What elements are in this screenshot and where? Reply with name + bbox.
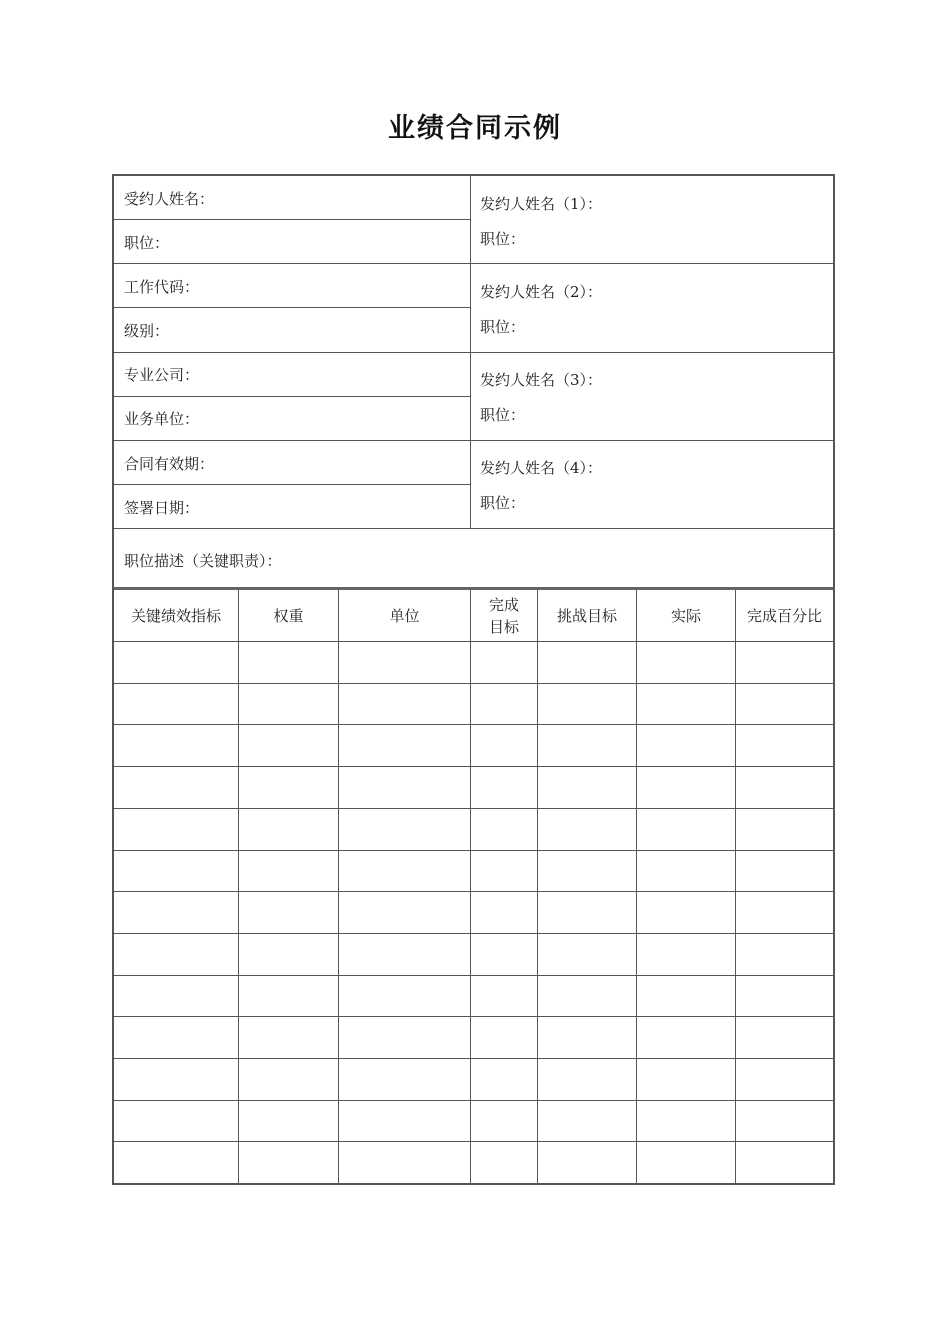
table-cell[interactable] bbox=[115, 809, 238, 849]
table-cell[interactable] bbox=[638, 851, 735, 891]
table-cell[interactable] bbox=[472, 725, 537, 765]
table-cell[interactable] bbox=[472, 892, 537, 932]
table-cell[interactable] bbox=[638, 934, 735, 974]
table-cell[interactable] bbox=[638, 1142, 735, 1182]
table-cell[interactable] bbox=[638, 809, 735, 849]
table-cell[interactable] bbox=[737, 642, 833, 682]
table-cell[interactable] bbox=[115, 851, 238, 891]
table-cell[interactable] bbox=[240, 892, 338, 932]
table-cell[interactable] bbox=[240, 767, 338, 807]
table-cell[interactable] bbox=[240, 1017, 338, 1057]
table-cell[interactable] bbox=[472, 1142, 537, 1182]
contract-period-label: 合同有效期： bbox=[124, 455, 215, 473]
table-cell[interactable] bbox=[638, 725, 735, 765]
table-cell[interactable] bbox=[472, 934, 537, 974]
kpi-header-challenge: 挑战目标 bbox=[556, 606, 617, 625]
contract-form bbox=[112, 174, 835, 1185]
kpi-header-indicator: 关键绩效指标 bbox=[130, 606, 221, 625]
table-cell[interactable] bbox=[539, 767, 636, 807]
table-cell[interactable] bbox=[539, 809, 636, 849]
table-cell[interactable] bbox=[737, 1059, 833, 1099]
table-cell[interactable] bbox=[472, 851, 537, 891]
table-cell[interactable] bbox=[638, 1101, 735, 1141]
kpi-header-weight: 权重 bbox=[273, 606, 304, 625]
table-cell[interactable] bbox=[737, 809, 833, 849]
table-cell[interactable] bbox=[240, 1101, 338, 1141]
table-cell[interactable] bbox=[115, 642, 238, 682]
recipient-name-label: 受约人姓名： bbox=[124, 190, 215, 208]
table-cell[interactable] bbox=[539, 684, 636, 724]
table-cell[interactable] bbox=[340, 725, 470, 765]
issuer-position-label-1: 职位： bbox=[480, 230, 526, 248]
issuer-name-label-4: 发约人姓名（4）： bbox=[480, 459, 603, 477]
table-cell[interactable] bbox=[539, 725, 636, 765]
table-cell[interactable] bbox=[240, 684, 338, 724]
table-cell[interactable] bbox=[115, 1142, 238, 1182]
table-cell[interactable] bbox=[472, 642, 537, 682]
table-cell[interactable] bbox=[240, 809, 338, 849]
issuer-position-label-2: 职位： bbox=[480, 318, 526, 336]
table-cell[interactable] bbox=[472, 1059, 537, 1099]
table-cell[interactable] bbox=[539, 1101, 636, 1141]
table-cell[interactable] bbox=[737, 934, 833, 974]
table-cell[interactable] bbox=[472, 684, 537, 724]
issuer-position-label-4: 职位： bbox=[480, 494, 526, 512]
issuer-name-label-1: 发约人姓名（1）： bbox=[480, 195, 603, 213]
table-cell[interactable] bbox=[737, 725, 833, 765]
table-cell[interactable] bbox=[340, 684, 470, 724]
table-cell[interactable] bbox=[638, 684, 735, 724]
table-cell[interactable] bbox=[340, 1101, 470, 1141]
table-cell[interactable] bbox=[115, 976, 238, 1016]
kpi-header-unit: 单位 bbox=[389, 606, 420, 625]
table-cell[interactable] bbox=[115, 1059, 238, 1099]
recipient-position-label: 职位： bbox=[124, 234, 170, 252]
table-cell[interactable] bbox=[240, 851, 338, 891]
table-cell[interactable] bbox=[115, 684, 238, 724]
table-cell[interactable] bbox=[340, 767, 470, 807]
table-cell[interactable] bbox=[539, 892, 636, 932]
table-cell[interactable] bbox=[340, 1142, 470, 1182]
table-cell[interactable] bbox=[340, 892, 470, 932]
kpi-header-target: 完成 目标 bbox=[488, 595, 519, 636]
table-cell[interactable] bbox=[638, 976, 735, 1016]
document-title: 业绩合同示例 bbox=[388, 113, 562, 144]
table-cell[interactable] bbox=[539, 976, 636, 1016]
table-cell[interactable] bbox=[472, 976, 537, 1016]
table-cell[interactable] bbox=[472, 809, 537, 849]
table-cell[interactable] bbox=[472, 1101, 537, 1141]
table-cell[interactable] bbox=[737, 976, 833, 1016]
issuer-name-label-2: 发约人姓名（2）： bbox=[480, 283, 603, 301]
table-cell[interactable] bbox=[240, 1059, 338, 1099]
company-label: 专业公司： bbox=[124, 366, 200, 384]
table-cell[interactable] bbox=[340, 851, 470, 891]
job-description-label: 职位描述（关键职责）： bbox=[124, 552, 282, 570]
table-cell[interactable] bbox=[638, 1059, 735, 1099]
table-cell[interactable] bbox=[340, 934, 470, 974]
table-cell[interactable] bbox=[472, 1017, 537, 1057]
table-cell[interactable] bbox=[115, 892, 238, 932]
table-cell[interactable] bbox=[472, 767, 537, 807]
table-cell[interactable] bbox=[240, 934, 338, 974]
table-cell[interactable] bbox=[638, 767, 735, 807]
table-cell[interactable] bbox=[737, 892, 833, 932]
table-cell[interactable] bbox=[638, 892, 735, 932]
table-cell[interactable] bbox=[638, 642, 735, 682]
table-cell[interactable] bbox=[737, 684, 833, 724]
table-cell[interactable] bbox=[539, 1059, 636, 1099]
table-cell[interactable] bbox=[539, 934, 636, 974]
table-cell[interactable] bbox=[737, 851, 833, 891]
table-cell[interactable] bbox=[240, 1142, 338, 1182]
issuer-position-label-3: 职位： bbox=[480, 406, 526, 424]
table-cell[interactable] bbox=[539, 851, 636, 891]
table-cell[interactable] bbox=[340, 976, 470, 1016]
job-code-label: 工作代码： bbox=[124, 278, 200, 296]
table-cell[interactable] bbox=[240, 725, 338, 765]
business-unit-label: 业务单位： bbox=[124, 410, 200, 428]
table-cell[interactable] bbox=[240, 642, 338, 682]
kpi-header-actual: 实际 bbox=[670, 606, 701, 625]
table-cell[interactable] bbox=[737, 767, 833, 807]
table-cell[interactable] bbox=[340, 1059, 470, 1099]
table-cell[interactable] bbox=[539, 1017, 636, 1057]
table-cell[interactable] bbox=[240, 976, 338, 1016]
table-cell[interactable] bbox=[539, 642, 636, 682]
table-cell[interactable] bbox=[115, 767, 238, 807]
table-cell[interactable] bbox=[115, 1017, 238, 1057]
level-label: 级别： bbox=[124, 322, 170, 340]
table-cell[interactable] bbox=[340, 809, 470, 849]
table-cell[interactable] bbox=[340, 1017, 470, 1057]
table-cell[interactable] bbox=[737, 1017, 833, 1057]
sign-date-label: 签署日期： bbox=[124, 499, 200, 517]
table-cell[interactable] bbox=[115, 934, 238, 974]
table-cell[interactable] bbox=[340, 642, 470, 682]
kpi-header-percent: 完成百分比 bbox=[746, 606, 822, 625]
table-cell[interactable] bbox=[638, 1017, 735, 1057]
issuer-name-label-3: 发约人姓名（3）： bbox=[480, 371, 603, 389]
table-cell[interactable] bbox=[737, 1101, 833, 1141]
table-cell[interactable] bbox=[115, 1101, 238, 1141]
table-cell[interactable] bbox=[115, 725, 238, 765]
table-cell[interactable] bbox=[539, 1142, 636, 1182]
table-cell[interactable] bbox=[737, 1142, 833, 1182]
